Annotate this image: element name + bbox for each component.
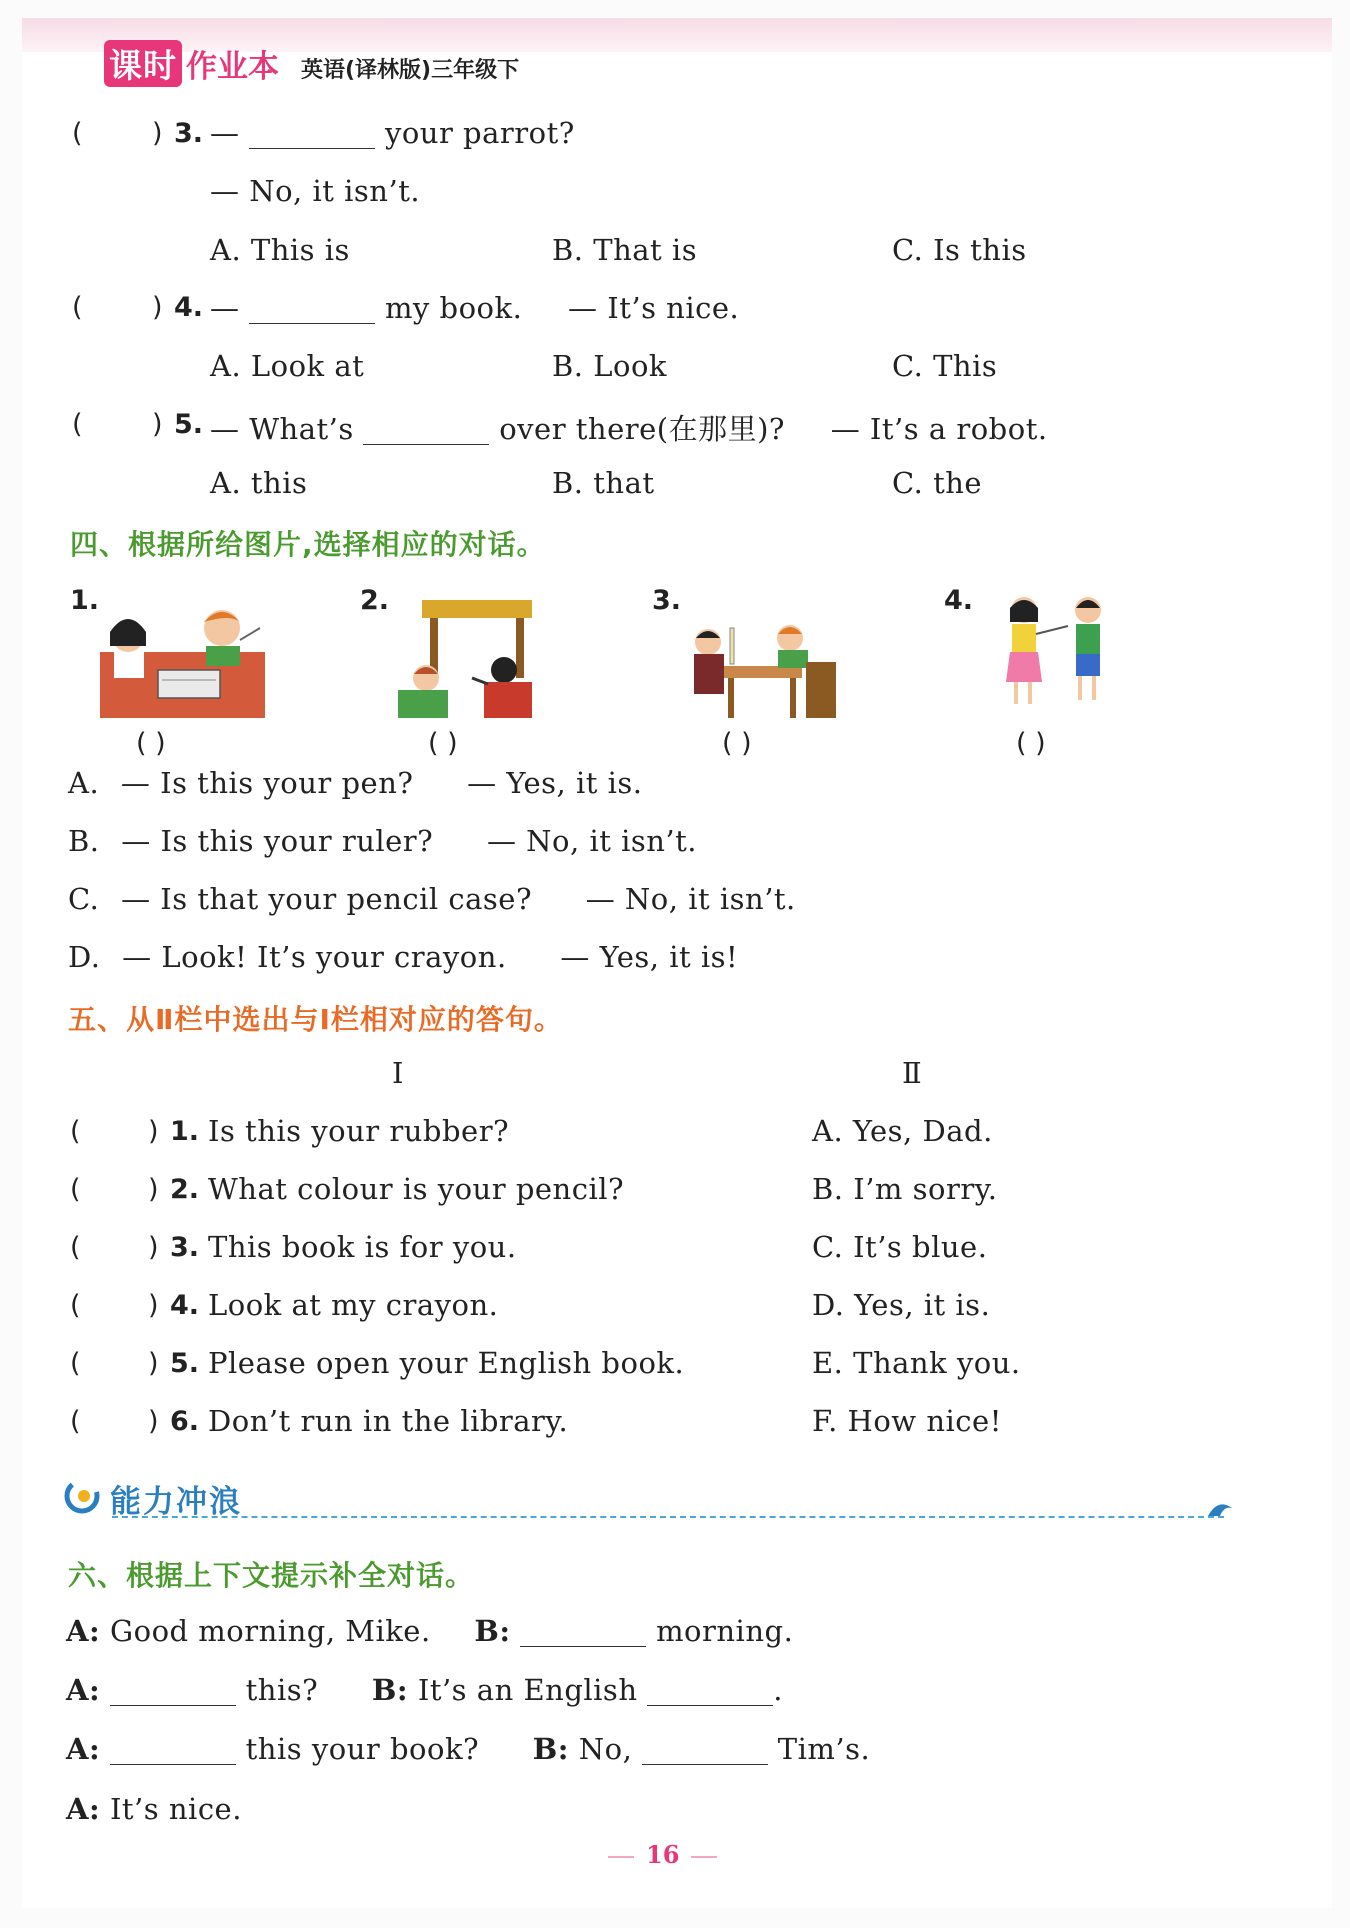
picture-3-ruler: [688, 622, 843, 718]
dialog-option-d: [68, 940, 738, 974]
sentence-end: .: [773, 1673, 783, 1707]
answer-paren-open: (: [70, 1348, 81, 1379]
option-c: C. the: [892, 466, 983, 500]
match-answer: B. I’m sorry.: [812, 1172, 998, 1206]
dialog-question: — Is this your pen?: [120, 766, 414, 800]
question-number: 4.: [174, 292, 204, 323]
answer-paren-close: ): [152, 118, 163, 149]
answer-blank[interactable]: [520, 1616, 646, 1647]
answer-paren-open: (: [70, 1232, 81, 1263]
picture-2-table-kids: [392, 600, 557, 718]
answer-paren-open: (: [72, 292, 83, 323]
question-number: 1.: [170, 1116, 200, 1147]
picture-number: 1.: [70, 585, 100, 616]
dialog-option-a: [68, 766, 643, 800]
answer-paren-close: ): [148, 1290, 159, 1321]
answer-blank[interactable]: [249, 118, 375, 149]
match-question: This book is for you.: [208, 1230, 517, 1264]
answer-blank[interactable]: [642, 1734, 768, 1765]
answer-paren-open: (: [70, 1406, 81, 1437]
speaker-b-label: B:: [532, 1732, 570, 1766]
question-number: 3.: [174, 118, 204, 149]
dialog-option-b: [68, 824, 697, 858]
speaker-b-text: It’s an English: [417, 1673, 638, 1707]
match-answer: D. Yes, it is.: [812, 1288, 991, 1322]
answer-paren-close: ): [148, 1348, 159, 1379]
dialog-option-c: [68, 882, 796, 916]
header-brand: [104, 40, 519, 87]
section-4-title: 四、根据所给图片,选择相应的对话。: [70, 528, 546, 561]
dialog-line-4: [66, 1792, 242, 1826]
answer-blank[interactable]: [110, 1675, 236, 1706]
surf-wave-icon: [1206, 1496, 1234, 1520]
option-letter: B.: [68, 824, 100, 858]
footer-rule-right: [691, 1856, 717, 1858]
answer-paren-open: (: [70, 1116, 81, 1147]
answer-paren-close: ): [152, 409, 163, 440]
section-6-title: 六、根据上下文提示补全对话。: [68, 1559, 475, 1592]
option-a: A. This is: [210, 233, 350, 267]
dialog-answer: — No, it isn’t.: [486, 824, 698, 858]
reply-text: — It’s nice.: [568, 291, 740, 325]
question-text: my book.: [384, 291, 523, 325]
picture-answer-paren: ( ): [428, 728, 458, 759]
brand-logo-text: 作业本: [186, 49, 279, 85]
brand-logo-box: 课时: [104, 40, 182, 87]
question-number: 5.: [174, 409, 204, 440]
footer-rule-left: [608, 1856, 634, 1858]
dialog-answer: — Yes, it is!: [560, 940, 739, 974]
speaker-b-text: morning.: [656, 1614, 794, 1648]
reply-text: — No, it isn’t.: [210, 174, 421, 208]
speaker-a-text: Good morning, Mike.: [109, 1614, 431, 1648]
question-line: [210, 407, 1048, 448]
picture-answer-paren: ( ): [722, 728, 752, 759]
option-b: B. Look: [552, 349, 667, 383]
answer-blank[interactable]: [363, 414, 489, 445]
option-b: B. That is: [552, 233, 698, 267]
option-a: A. Look at: [210, 349, 365, 383]
answer-blank[interactable]: [647, 1675, 773, 1706]
match-question: Please open your English book.: [208, 1346, 685, 1380]
answer-paren-close: ): [148, 1116, 159, 1147]
speaker-a-label: A:: [66, 1732, 101, 1766]
dash: —: [210, 116, 240, 150]
question-number: 6.: [170, 1406, 200, 1437]
dialog-question: — Is this your ruler?: [121, 824, 434, 858]
nengli-chonglang-title: 能力冲浪: [110, 1484, 242, 1520]
speaker-a-label: A:: [66, 1673, 101, 1707]
speaker-a-text: this your book?: [245, 1732, 480, 1766]
option-letter: A.: [68, 766, 100, 800]
dialog-question: — Is that your pencil case?: [121, 882, 532, 916]
answer-paren-close: ): [148, 1232, 159, 1263]
dashed-divider: [112, 1516, 1224, 1518]
wave-swirl-icon: [64, 1478, 100, 1514]
question-text: your parrot?: [384, 116, 575, 150]
answer-paren-close: ): [152, 292, 163, 323]
match-answer: E. Thank you.: [812, 1346, 1021, 1380]
column-1-heading: Ⅰ: [392, 1056, 404, 1090]
option-c: C. Is this: [892, 233, 1027, 267]
option-c: C. This: [892, 349, 998, 383]
match-answer: A. Yes, Dad.: [812, 1114, 993, 1148]
dialog-line-1: [66, 1614, 793, 1648]
reply-text: — It’s a robot.: [830, 412, 1048, 446]
option-b: B. that: [552, 466, 655, 500]
answer-paren-open: (: [70, 1290, 81, 1321]
question-text: — What’s: [210, 412, 354, 446]
answer-paren-close: ): [148, 1174, 159, 1205]
speaker-b-label: B:: [474, 1614, 511, 1648]
speaker-a-text: It’s nice.: [109, 1792, 242, 1826]
answer-paren-close: ): [148, 1406, 159, 1437]
dialog-answer: — Yes, it is.: [467, 766, 643, 800]
column-2-heading: Ⅱ: [902, 1056, 923, 1090]
match-question: Look at my crayon.: [208, 1288, 499, 1322]
picture-number: 2.: [360, 585, 390, 616]
question-line: [210, 116, 575, 150]
match-question: What colour is your pencil?: [208, 1172, 625, 1206]
question-number: 3.: [170, 1232, 200, 1263]
speaker-a-text: this?: [245, 1673, 319, 1707]
question-number: 5.: [170, 1348, 200, 1379]
question-number: 2.: [170, 1174, 200, 1205]
answer-blank[interactable]: [110, 1734, 236, 1765]
match-answer: F. How nice!: [812, 1404, 1002, 1438]
speaker-b-label: B:: [371, 1673, 409, 1707]
option-letter: D.: [68, 940, 101, 974]
speaker-a-label: A:: [66, 1614, 101, 1648]
picture-number: 4.: [944, 585, 974, 616]
answer-blank[interactable]: [249, 293, 375, 324]
dialog-answer: — No, it isn’t.: [585, 882, 796, 916]
page-number-text: 16: [646, 1840, 680, 1869]
match-question: Don’t run in the library.: [208, 1404, 569, 1438]
section-5-title: 五、从Ⅱ栏中选出与Ⅰ栏相对应的答句。: [68, 1003, 563, 1036]
question-number: 4.: [170, 1290, 200, 1321]
picture-answer-paren: ( ): [136, 728, 166, 759]
picture-answer-paren: ( ): [1016, 728, 1046, 759]
answer-paren-open: (: [72, 118, 83, 149]
picture-1-kids-at-desk: [100, 600, 265, 718]
match-question: Is this your rubber?: [208, 1114, 510, 1148]
header-subtitle: 英语(译林版)三年级下: [301, 58, 520, 83]
dialog-line-2: [66, 1673, 783, 1707]
answer-paren-open: (: [72, 409, 83, 440]
dialog-line-3: [66, 1732, 870, 1766]
option-letter: C.: [68, 882, 100, 916]
speaker-a-label: A:: [66, 1792, 101, 1826]
picture-number: 3.: [652, 585, 682, 616]
match-answer: C. It’s blue.: [812, 1230, 988, 1264]
answer-paren-open: (: [70, 1174, 81, 1205]
question-line: [210, 291, 739, 325]
question-text-after: over there(在那里)?: [499, 412, 785, 446]
picture-4-pen: [996, 594, 1116, 714]
dash: —: [210, 291, 240, 325]
dialog-question: — Look! It’s your crayon.: [122, 940, 507, 974]
option-a: A. this: [210, 466, 308, 500]
speaker-b-text-after: Tim’s.: [777, 1732, 871, 1766]
page-number: [596, 1840, 729, 1869]
speaker-b-text: No,: [578, 1732, 633, 1766]
